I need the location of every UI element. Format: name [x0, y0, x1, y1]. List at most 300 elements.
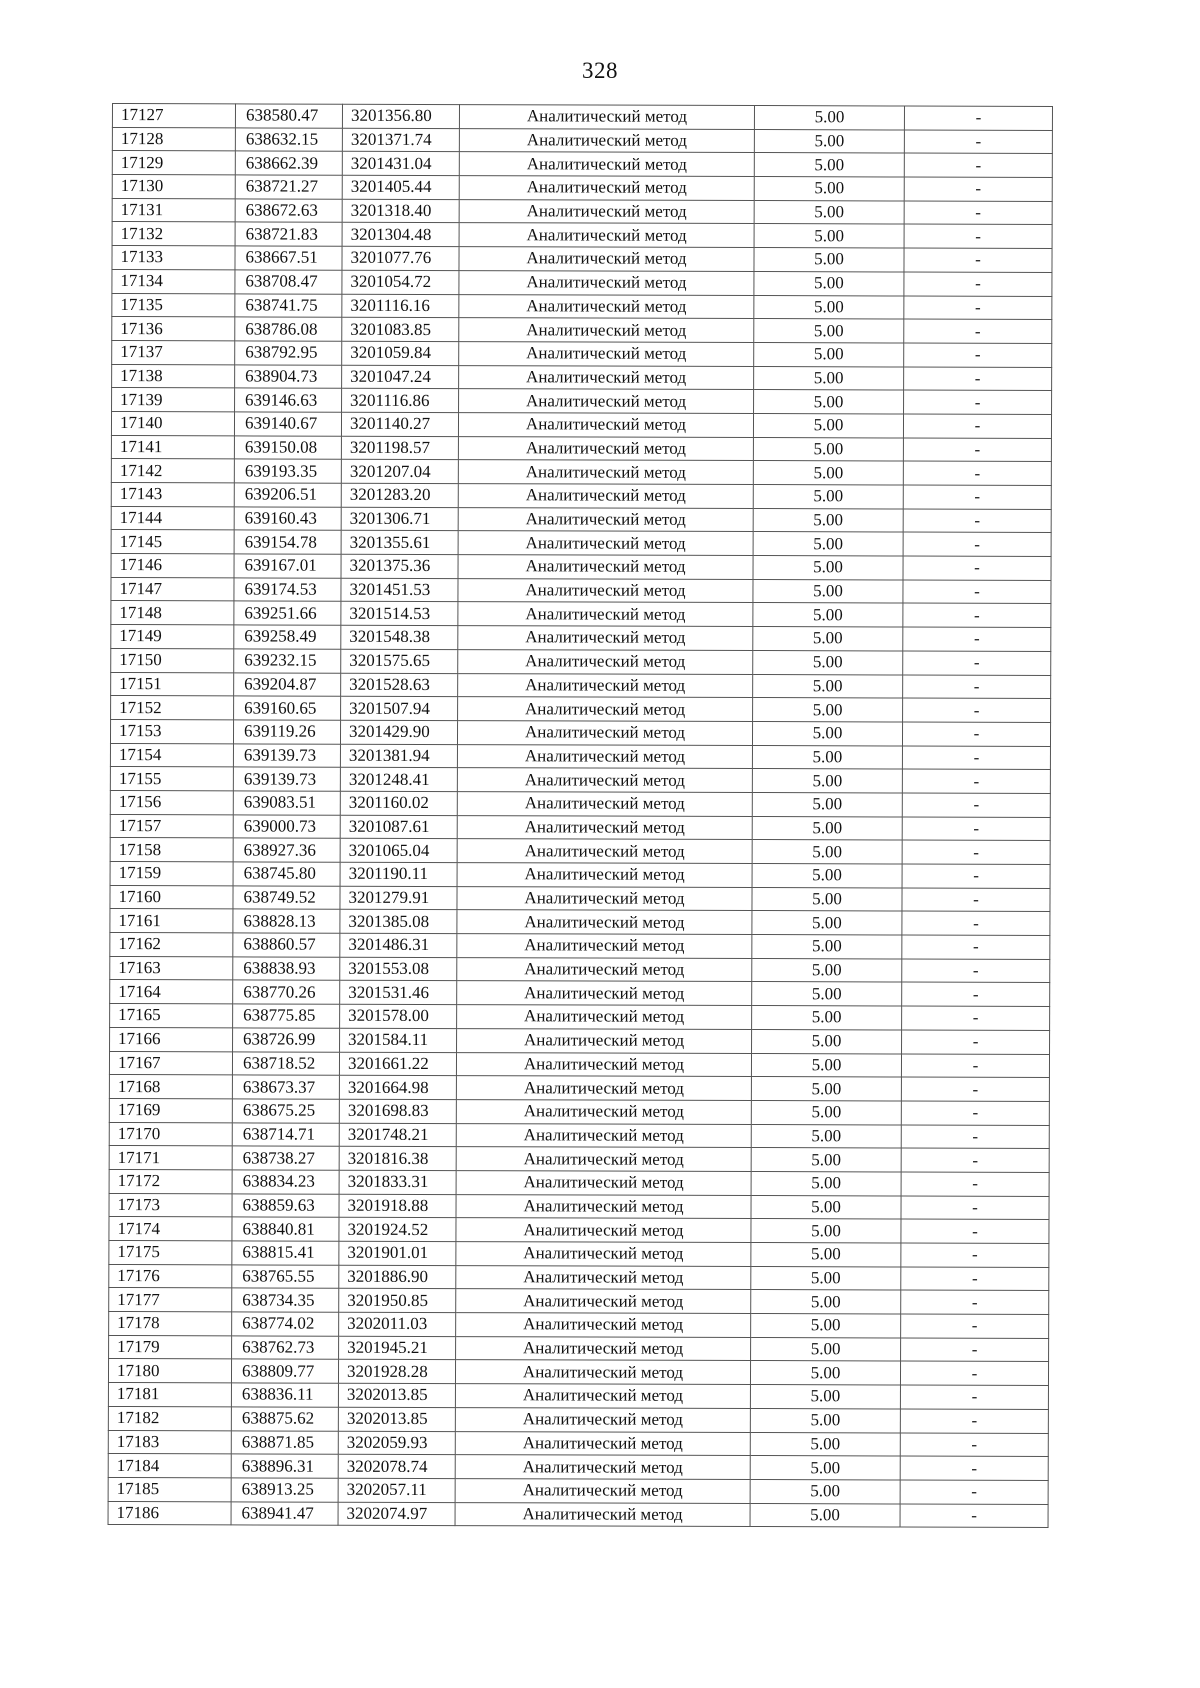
- table-row: [111, 696, 1051, 723]
- cell-method: Аналитический метод: [459, 128, 754, 153]
- cell-x-coordinate: 638673.37: [232, 1075, 339, 1099]
- cell-x-coordinate: 638770.26: [233, 980, 340, 1004]
- cell-accuracy: 5.00: [752, 911, 902, 935]
- cell-note: -: [903, 603, 1051, 627]
- cell-method: Аналитический метод: [456, 1289, 751, 1314]
- table-row: [111, 411, 1051, 438]
- cell-x-coordinate: 639204.87: [234, 672, 341, 696]
- cell-point-number: 17140: [111, 411, 234, 435]
- cell-method: Аналитический метод: [457, 957, 752, 982]
- cell-y-coordinate: 3201901.01: [339, 1241, 456, 1265]
- cell-method: Аналитический метод: [456, 1336, 751, 1361]
- cell-method: Аналитический метод: [459, 365, 754, 390]
- cell-method: Аналитический метод: [455, 1384, 750, 1409]
- cell-accuracy: 5.00: [752, 887, 902, 911]
- cell-accuracy: 5.00: [754, 129, 904, 153]
- cell-point-number: 17148: [111, 601, 234, 625]
- cell-point-number: 17179: [109, 1335, 232, 1359]
- table-row: [112, 151, 1052, 178]
- table-row: [110, 909, 1050, 936]
- cell-point-number: 17142: [111, 459, 234, 483]
- cell-y-coordinate: 3201945.21: [339, 1336, 456, 1360]
- cell-note: -: [901, 1267, 1049, 1291]
- cell-note: -: [904, 201, 1052, 225]
- cell-point-number: 17138: [112, 364, 235, 388]
- cell-accuracy: 5.00: [750, 1456, 900, 1480]
- cell-note: -: [902, 1006, 1050, 1030]
- cell-accuracy: 5.00: [751, 1266, 901, 1290]
- cell-point-number: 17128: [112, 127, 235, 151]
- cell-accuracy: 5.00: [753, 508, 903, 532]
- cell-note: -: [901, 1219, 1049, 1243]
- cell-method: Аналитический метод: [457, 863, 752, 888]
- cell-accuracy: 5.00: [751, 1337, 901, 1361]
- cell-point-number: 17186: [108, 1501, 231, 1525]
- cell-point-number: 17153: [110, 719, 233, 743]
- table-row: [112, 293, 1052, 320]
- cell-point-number: 17178: [109, 1312, 232, 1336]
- cell-note: -: [903, 461, 1051, 485]
- coordinates-table: [108, 103, 1053, 1528]
- cell-accuracy: 5.00: [753, 627, 903, 651]
- cell-method: Аналитический метод: [457, 792, 752, 817]
- cell-note: -: [903, 674, 1051, 698]
- cell-point-number: 17154: [110, 743, 233, 767]
- cell-method: Аналитический метод: [459, 247, 754, 272]
- table-row: [111, 625, 1051, 652]
- cell-note: -: [903, 698, 1051, 722]
- cell-point-number: 17158: [110, 838, 233, 862]
- cell-y-coordinate: 3202057.11: [338, 1478, 455, 1502]
- cell-accuracy: 5.00: [754, 224, 904, 248]
- cell-note: -: [902, 888, 1050, 912]
- cell-y-coordinate: 3201283.20: [341, 483, 458, 507]
- cell-note: -: [902, 982, 1050, 1006]
- table-row: [111, 601, 1051, 628]
- cell-accuracy: 5.00: [754, 248, 904, 272]
- cell-note: -: [903, 414, 1051, 438]
- cell-x-coordinate: 638838.93: [233, 957, 340, 981]
- cell-method: Аналитический метод: [458, 697, 753, 722]
- cell-y-coordinate: 3201664.98: [339, 1075, 456, 1099]
- cell-y-coordinate: 3201553.08: [340, 957, 457, 981]
- table-row: [110, 719, 1050, 746]
- cell-y-coordinate: 3202059.93: [338, 1431, 455, 1455]
- cell-note: -: [901, 1196, 1049, 1220]
- cell-y-coordinate: 3201160.02: [340, 791, 457, 815]
- cell-note: -: [901, 1243, 1049, 1267]
- cell-point-number: 17164: [110, 980, 233, 1004]
- cell-x-coordinate: 639000.73: [233, 815, 340, 839]
- table-row: [108, 1454, 1048, 1481]
- table-row: [111, 506, 1051, 533]
- table-row: [112, 388, 1052, 415]
- cell-y-coordinate: 3201528.63: [341, 673, 458, 697]
- cell-accuracy: 5.00: [753, 650, 903, 674]
- table-row: [111, 672, 1051, 699]
- cell-note: -: [902, 959, 1050, 983]
- cell-accuracy: 5.00: [751, 1077, 901, 1101]
- cell-x-coordinate: 638580.47: [235, 104, 342, 128]
- cell-point-number: 17162: [110, 933, 233, 957]
- cell-y-coordinate: 3201304.48: [342, 223, 459, 247]
- cell-y-coordinate: 3201198.57: [341, 436, 458, 460]
- cell-accuracy: 5.00: [752, 769, 902, 793]
- table-row: [110, 767, 1050, 794]
- table-row: [110, 838, 1050, 865]
- cell-method: Аналитический метод: [457, 720, 752, 745]
- cell-y-coordinate: 3201833.31: [339, 1170, 456, 1194]
- cell-method: Аналитический метод: [457, 886, 752, 911]
- cell-y-coordinate: 3201918.88: [339, 1194, 456, 1218]
- cell-accuracy: 5.00: [751, 1314, 901, 1338]
- cell-point-number: 17149: [111, 625, 234, 649]
- cell-x-coordinate: 638875.62: [231, 1407, 338, 1431]
- table-row: [109, 1193, 1049, 1220]
- cell-x-coordinate: 639258.49: [234, 625, 341, 649]
- table-row: [112, 340, 1052, 367]
- cell-accuracy: 5.00: [750, 1479, 900, 1503]
- table-row: [109, 1051, 1049, 1078]
- cell-accuracy: 5.00: [753, 437, 903, 461]
- table-row: [110, 743, 1050, 770]
- cell-accuracy: 5.00: [753, 674, 903, 698]
- cell-y-coordinate: 3201578.00: [340, 1004, 457, 1028]
- cell-accuracy: 5.00: [752, 721, 902, 745]
- cell-x-coordinate: 638941.47: [231, 1501, 338, 1525]
- cell-note: -: [902, 817, 1050, 841]
- cell-method: Аналитический метод: [456, 1052, 751, 1077]
- cell-point-number: 17152: [111, 696, 234, 720]
- cell-method: Аналитический метод: [458, 484, 753, 509]
- cell-x-coordinate: 638662.39: [235, 151, 342, 175]
- cell-x-coordinate: 638721.27: [235, 175, 342, 199]
- table-row: [111, 459, 1051, 486]
- cell-method: Аналитический метод: [458, 413, 753, 438]
- cell-note: -: [901, 1172, 1049, 1196]
- cell-x-coordinate: 638828.13: [233, 909, 340, 933]
- cell-note: -: [900, 1409, 1048, 1433]
- cell-x-coordinate: 638834.23: [232, 1170, 339, 1194]
- table-row: [110, 956, 1050, 983]
- table-row: [109, 1098, 1049, 1125]
- table-row: [111, 577, 1051, 604]
- cell-accuracy: 5.00: [750, 1408, 900, 1432]
- table-row: [112, 175, 1052, 202]
- cell-y-coordinate: 3201548.38: [341, 625, 458, 649]
- cell-accuracy: 5.00: [753, 485, 903, 509]
- cell-y-coordinate: 3201371.74: [342, 128, 459, 152]
- cell-note: -: [900, 1361, 1048, 1385]
- cell-x-coordinate: 638714.71: [232, 1122, 339, 1146]
- cell-note: -: [904, 272, 1052, 296]
- cell-method: Аналитический метод: [457, 910, 752, 935]
- cell-point-number: 17175: [109, 1240, 232, 1264]
- table-row: [112, 222, 1052, 249]
- cell-method: Аналитический метод: [457, 934, 752, 959]
- table-row: [109, 1122, 1049, 1149]
- cell-method: Аналитический метод: [455, 1478, 750, 1503]
- cell-y-coordinate: 3201279.91: [340, 886, 457, 910]
- cell-point-number: 17131: [112, 198, 235, 222]
- cell-note: -: [904, 319, 1052, 343]
- cell-note: -: [903, 556, 1051, 580]
- cell-point-number: 17146: [111, 554, 234, 578]
- cell-point-number: 17143: [111, 482, 234, 506]
- cell-note: -: [901, 1101, 1049, 1125]
- cell-x-coordinate: 639083.51: [233, 791, 340, 815]
- cell-x-coordinate: 638738.27: [232, 1146, 339, 1170]
- cell-note: -: [903, 627, 1051, 651]
- cell-point-number: 17185: [108, 1477, 231, 1501]
- cell-note: -: [901, 1338, 1049, 1362]
- cell-x-coordinate: 639140.67: [234, 412, 341, 436]
- cell-point-number: 17182: [108, 1406, 231, 1430]
- cell-point-number: 17133: [112, 246, 235, 270]
- table-row: [108, 1501, 1048, 1528]
- cell-note: -: [900, 1456, 1048, 1480]
- cell-point-number: 17159: [110, 861, 233, 885]
- cell-accuracy: 5.00: [751, 1290, 901, 1314]
- cell-y-coordinate: 3201748.21: [339, 1123, 456, 1147]
- cell-x-coordinate: 638871.85: [231, 1430, 338, 1454]
- cell-x-coordinate: 639251.66: [234, 601, 341, 625]
- cell-y-coordinate: 3201928.28: [338, 1360, 455, 1384]
- table-row: [109, 1312, 1049, 1339]
- cell-y-coordinate: 3201248.41: [340, 767, 457, 791]
- cell-y-coordinate: 3201059.84: [342, 341, 459, 365]
- cell-method: Аналитический метод: [459, 389, 754, 414]
- cell-point-number: 17168: [109, 1075, 232, 1099]
- cell-y-coordinate: 3201116.16: [342, 294, 459, 318]
- cell-accuracy: 5.00: [754, 106, 904, 130]
- cell-x-coordinate: 638675.25: [232, 1099, 339, 1123]
- cell-x-coordinate: 638749.52: [233, 886, 340, 910]
- cell-method: Аналитический метод: [455, 1455, 750, 1480]
- cell-x-coordinate: 639119.26: [233, 720, 340, 744]
- table-row: [110, 980, 1050, 1007]
- cell-y-coordinate: 3201356.80: [342, 104, 459, 128]
- cell-y-coordinate: 3201140.27: [341, 412, 458, 436]
- page-number: 328: [582, 58, 618, 83]
- cell-method: Аналитический метод: [455, 1360, 750, 1385]
- cell-note: -: [900, 1480, 1048, 1504]
- cell-note: -: [901, 1314, 1049, 1338]
- cell-note: -: [901, 1148, 1049, 1172]
- cell-accuracy: 5.00: [751, 1148, 901, 1172]
- cell-y-coordinate: 3201429.90: [340, 720, 457, 744]
- cell-accuracy: 5.00: [751, 1171, 901, 1195]
- cell-note: -: [900, 1504, 1048, 1528]
- cell-point-number: 17147: [111, 577, 234, 601]
- cell-note: -: [904, 106, 1052, 130]
- cell-x-coordinate: 638765.55: [232, 1265, 339, 1289]
- cell-accuracy: 5.00: [753, 556, 903, 580]
- cell-x-coordinate: 638809.77: [231, 1359, 338, 1383]
- cell-accuracy: 5.00: [754, 271, 904, 295]
- cell-y-coordinate: 3201087.61: [340, 815, 457, 839]
- cell-x-coordinate: 639154.78: [234, 530, 341, 554]
- cell-y-coordinate: 3201584.11: [340, 1028, 457, 1052]
- cell-point-number: 17160: [110, 885, 233, 909]
- cell-note: -: [904, 367, 1052, 391]
- cell-note: -: [902, 864, 1050, 888]
- table-row: [111, 435, 1051, 462]
- cell-method: Аналитический метод: [456, 1194, 751, 1219]
- cell-method: Аналитический метод: [459, 341, 754, 366]
- cell-point-number: 17150: [111, 648, 234, 672]
- table-row: [112, 104, 1052, 131]
- cell-note: -: [904, 295, 1052, 319]
- cell-y-coordinate: 3201431.04: [342, 152, 459, 176]
- cell-x-coordinate: 638672.63: [235, 199, 342, 223]
- cell-x-coordinate: 638708.47: [235, 270, 342, 294]
- cell-y-coordinate: 3201047.24: [342, 365, 459, 389]
- cell-y-coordinate: 3202013.85: [338, 1407, 455, 1431]
- cell-note: -: [902, 746, 1050, 770]
- cell-x-coordinate: 639206.51: [234, 483, 341, 507]
- cell-accuracy: 5.00: [753, 579, 903, 603]
- cell-note: -: [901, 1053, 1049, 1077]
- cell-point-number: 17141: [111, 435, 234, 459]
- cell-x-coordinate: 639150.08: [234, 436, 341, 460]
- cell-method: Аналитический метод: [459, 199, 754, 224]
- cell-method: Аналитический метод: [456, 1218, 751, 1243]
- cell-y-coordinate: 3201355.61: [341, 531, 458, 555]
- cell-point-number: 17174: [109, 1217, 232, 1241]
- cell-x-coordinate: 638792.95: [235, 341, 342, 365]
- cell-y-coordinate: 3201698.83: [339, 1099, 456, 1123]
- cell-point-number: 17130: [112, 175, 235, 199]
- cell-y-coordinate: 3201924.52: [339, 1218, 456, 1242]
- cell-point-number: 17165: [110, 1004, 233, 1028]
- cell-note: -: [904, 130, 1052, 154]
- cell-method: Аналитический метод: [456, 1123, 751, 1148]
- cell-point-number: 17144: [111, 506, 234, 530]
- table-row: [108, 1430, 1048, 1457]
- cell-point-number: 17184: [108, 1454, 231, 1478]
- cell-method: Аналитический метод: [459, 223, 754, 248]
- cell-accuracy: 5.00: [752, 982, 902, 1006]
- cell-y-coordinate: 3201375.36: [341, 554, 458, 578]
- cell-method: Аналитический метод: [457, 1005, 752, 1030]
- cell-method: Аналитический метод: [458, 507, 753, 532]
- cell-point-number: 17155: [110, 767, 233, 791]
- cell-y-coordinate: 3201531.46: [340, 981, 457, 1005]
- cell-x-coordinate: 638859.63: [232, 1194, 339, 1218]
- cell-method: Аналитический метод: [459, 152, 754, 177]
- cell-y-coordinate: 3201886.90: [339, 1265, 456, 1289]
- cell-y-coordinate: 3201950.85: [339, 1289, 456, 1313]
- cell-note: -: [902, 840, 1050, 864]
- table-row: [109, 1146, 1049, 1173]
- cell-x-coordinate: 638726.99: [233, 1028, 340, 1052]
- cell-y-coordinate: 3201207.04: [341, 460, 458, 484]
- cell-note: -: [903, 438, 1051, 462]
- cell-method: Аналитический метод: [457, 1028, 752, 1053]
- table-row: [112, 364, 1052, 391]
- cell-x-coordinate: 638904.73: [235, 364, 342, 388]
- cell-method: Аналитический метод: [458, 436, 753, 461]
- cell-point-number: 17136: [112, 317, 235, 341]
- cell-accuracy: 5.00: [752, 1006, 902, 1030]
- cell-note: -: [903, 509, 1051, 533]
- cell-accuracy: 5.00: [754, 177, 904, 201]
- cell-accuracy: 5.00: [752, 1029, 902, 1053]
- cell-note: -: [902, 722, 1050, 746]
- cell-method: Аналитический метод: [458, 460, 753, 485]
- cell-method: Аналитический метод: [458, 531, 753, 556]
- table-row: [110, 885, 1050, 912]
- cell-method: Аналитический метод: [459, 105, 754, 130]
- cell-point-number: 17157: [110, 814, 233, 838]
- cell-point-number: 17127: [112, 104, 235, 128]
- table-row: [111, 530, 1051, 557]
- cell-x-coordinate: 638786.08: [235, 317, 342, 341]
- cell-point-number: 17180: [108, 1359, 231, 1383]
- cell-method: Аналитический метод: [459, 270, 754, 295]
- cell-x-coordinate: 638741.75: [235, 293, 342, 317]
- cell-x-coordinate: 638927.36: [233, 838, 340, 862]
- table-row: [110, 1004, 1050, 1031]
- cell-point-number: 17132: [112, 222, 235, 246]
- table-row: [108, 1359, 1048, 1386]
- cell-y-coordinate: 3201507.94: [341, 696, 458, 720]
- cell-y-coordinate: 3201318.40: [342, 199, 459, 223]
- cell-accuracy: 5.00: [754, 390, 904, 414]
- cell-x-coordinate: 638836.11: [231, 1383, 338, 1407]
- table-row: [109, 1335, 1049, 1362]
- cell-accuracy: 5.00: [751, 1100, 901, 1124]
- cell-x-coordinate: 638815.41: [232, 1241, 339, 1265]
- cell-note: -: [902, 793, 1050, 817]
- coordinates-table-body: [108, 104, 1052, 1528]
- cell-accuracy: 5.00: [751, 1243, 901, 1267]
- cell-x-coordinate: 638734.35: [232, 1288, 339, 1312]
- cell-y-coordinate: 3201116.86: [342, 388, 459, 412]
- cell-accuracy: 5.00: [750, 1503, 900, 1527]
- table-row: [110, 933, 1050, 960]
- cell-y-coordinate: 3201486.31: [340, 933, 457, 957]
- cell-note: -: [903, 580, 1051, 604]
- cell-point-number: 17151: [111, 672, 234, 696]
- cell-accuracy: 5.00: [754, 366, 904, 390]
- cell-y-coordinate: 3201661.22: [339, 1052, 456, 1076]
- cell-note: -: [902, 935, 1050, 959]
- cell-x-coordinate: 638718.52: [232, 1051, 339, 1075]
- cell-point-number: 17183: [108, 1430, 231, 1454]
- cell-accuracy: 5.00: [750, 1361, 900, 1385]
- cell-note: -: [903, 651, 1051, 675]
- cell-y-coordinate: 3201816.38: [339, 1146, 456, 1170]
- cell-accuracy: 5.00: [751, 1124, 901, 1148]
- table-row: [110, 1027, 1050, 1054]
- cell-note: -: [903, 485, 1051, 509]
- cell-method: Аналитический метод: [456, 1076, 751, 1101]
- cell-method: Аналитический метод: [457, 815, 752, 840]
- cell-point-number: 17163: [110, 956, 233, 980]
- cell-note: -: [900, 1385, 1048, 1409]
- cell-method: Аналитический метод: [455, 1431, 750, 1456]
- cell-accuracy: 5.00: [751, 1195, 901, 1219]
- table-row: [112, 269, 1052, 296]
- cell-method: Аналитический метод: [458, 578, 753, 603]
- cell-note: -: [902, 1030, 1050, 1054]
- cell-accuracy: 5.00: [750, 1432, 900, 1456]
- cell-method: Аналитический метод: [456, 1171, 751, 1196]
- table-row: [111, 648, 1051, 675]
- cell-accuracy: 5.00: [752, 864, 902, 888]
